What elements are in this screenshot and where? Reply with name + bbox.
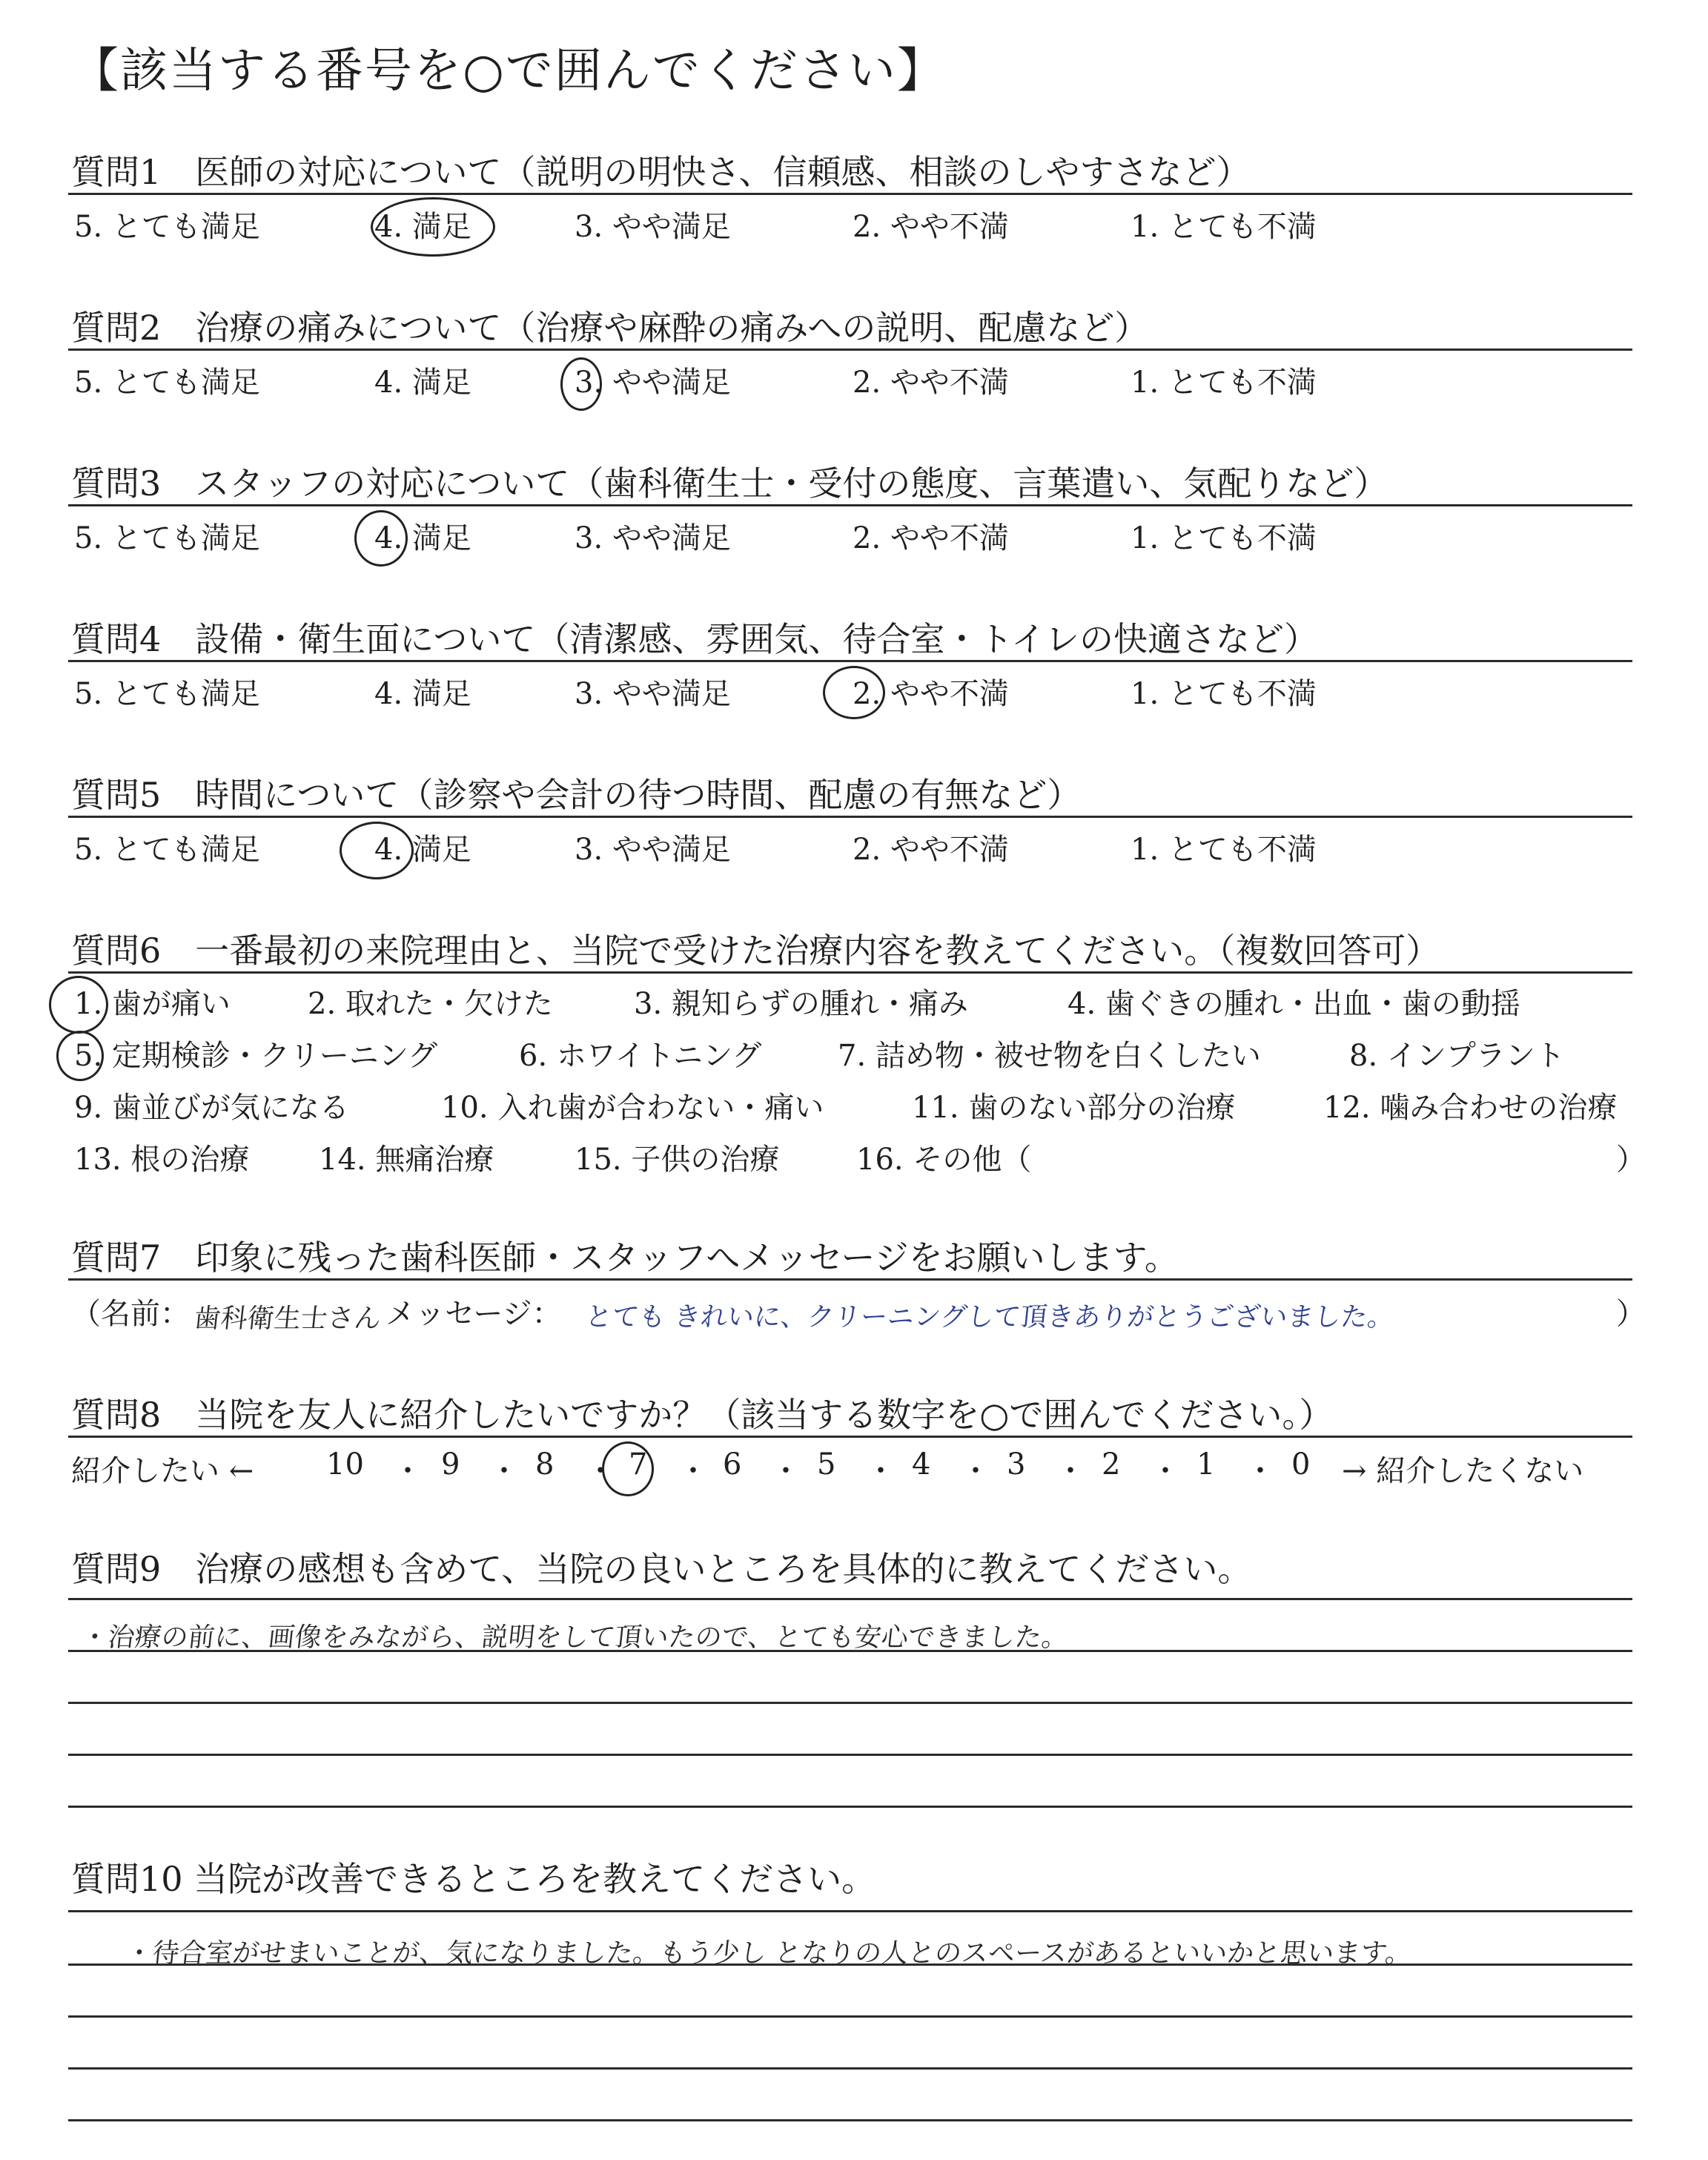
q5-option-1[interactable]: 1. とても不満 — [1131, 833, 1317, 867]
q6-option-4[interactable]: 4. 歯ぐきの腫れ・出血・歯の動揺 — [1068, 987, 1520, 1021]
q2-option-4[interactable]: 4. 満足 — [374, 366, 471, 400]
question-4-title: 質問4 設備・衛生面について（清潔感、雰囲気、待合室・トイレの快適さなど） — [71, 619, 1319, 659]
q6-option-9[interactable]: 9. 歯並びが気になる — [74, 1091, 349, 1125]
q6-other-close-paren: ） — [1616, 1143, 1646, 1177]
q6-option-13[interactable]: 13. 根の治療 — [74, 1143, 250, 1177]
q8-scale-4[interactable]: 4 — [912, 1447, 931, 1482]
q4-option-1[interactable]: 1. とても不満 — [1131, 677, 1317, 711]
q5-option-4[interactable]: 4. 満足 — [374, 833, 471, 867]
q2-option-2[interactable]: 2. やや不満 — [853, 366, 1009, 400]
answer-line — [68, 2119, 1632, 2121]
q2-selection-circle — [560, 357, 602, 411]
question-6-title: 質問6 一番最初の来院理由と、当院で受けた治療内容を教えてください。（複数回答可） — [71, 931, 1440, 971]
q8-separator: ・ — [1245, 1454, 1275, 1488]
q9-answer-handwritten[interactable]: ・治療の前に、画像をみながら、説明をして頂いたので、とても安心できました。 — [79, 1622, 1070, 1653]
q8-separator: ・ — [678, 1454, 708, 1488]
q7-message-label: メッセージ： — [385, 1297, 562, 1331]
q8-scale-10[interactable]: 10 — [326, 1447, 364, 1482]
q6-option-14[interactable]: 14. 無痛治療 — [319, 1143, 494, 1177]
question-9-title: 質問9 治療の感想も含めて、当院の良いところを具体的に教えてください。 — [71, 1549, 1252, 1589]
q8-left-label: 紹介したい ← — [71, 1454, 254, 1488]
answer-line — [68, 1754, 1632, 1756]
q3-option-4[interactable]: 4. 満足 — [374, 521, 471, 555]
question-3-title: 質問3 スタッフの対応について（歯科衛生士・受付の態度、言葉遣い、気配りなど） — [71, 463, 1388, 503]
divider — [68, 1278, 1632, 1281]
divider — [68, 504, 1632, 506]
answer-line — [68, 2015, 1632, 2018]
q6-option-6[interactable]: 6. ホワイトニング — [519, 1039, 762, 1073]
question-8-title: 質問8 当院を友人に紹介したいですか？（該当する数字を○で囲んでください。） — [71, 1395, 1334, 1435]
q4-option-3[interactable]: 3. やや満足 — [575, 677, 731, 711]
q6-selection-circle-1 — [49, 976, 108, 1034]
q4-option-5[interactable]: 5. とても満足 — [74, 677, 260, 711]
answer-line — [68, 1598, 1632, 1600]
divider — [68, 193, 1632, 195]
q8-separator: ・ — [866, 1454, 896, 1488]
q1-option-2[interactable]: 2. やや不満 — [853, 210, 1009, 244]
q6-option-16[interactable]: 16. その他（ — [856, 1143, 1032, 1177]
q1-option-1[interactable]: 1. とても不満 — [1131, 210, 1317, 244]
divider — [68, 349, 1632, 351]
form-header: 【該当する番号を○で囲んでください】 — [71, 44, 946, 99]
question-7-title: 質問7 印象に残った歯科医師・スタッフへメッセージをお願いします。 — [71, 1238, 1179, 1278]
q3-option-1[interactable]: 1. とても不満 — [1131, 521, 1317, 555]
q8-scale-0[interactable]: 0 — [1291, 1447, 1311, 1482]
q4-selection-circle — [823, 666, 885, 719]
q8-separator: ・ — [489, 1454, 519, 1488]
q8-selection-circle — [602, 1441, 654, 1496]
answer-line — [68, 1650, 1632, 1652]
q5-selection-circle — [340, 822, 414, 879]
q3-selection-circle — [354, 510, 408, 567]
divider — [68, 816, 1632, 818]
q8-separator: ・ — [961, 1454, 990, 1488]
q6-option-3[interactable]: 3. 親知らずの腫れ・痛み — [634, 987, 968, 1021]
q6-option-10[interactable]: 10. 入れ歯が合わない・痛い — [441, 1091, 824, 1125]
q2-option-5[interactable]: 5. とても満足 — [74, 366, 260, 400]
q5-option-5[interactable]: 5. とても満足 — [74, 833, 260, 867]
q8-scale-5[interactable]: 5 — [817, 1447, 836, 1482]
answer-line — [68, 1806, 1632, 1808]
q8-separator: ・ — [586, 1454, 615, 1488]
q7-name-handwritten[interactable]: 歯科衛生士さん — [192, 1304, 383, 1334]
q3-option-3[interactable]: 3. やや満足 — [575, 521, 731, 555]
q7-message-handwritten[interactable]: とても きれいに、クリーニングして頂きありがとうございました。 — [583, 1302, 1396, 1332]
q6-option-1[interactable]: 1. 歯が痛い — [74, 987, 231, 1021]
q6-option-8[interactable]: 8. インプラント — [1349, 1039, 1565, 1073]
q2-option-3[interactable]: 3. やや満足 — [575, 366, 731, 400]
q7-name-label: （名前： — [71, 1297, 190, 1331]
q8-separator: ・ — [393, 1454, 423, 1488]
q6-option-12[interactable]: 12. 噛み合わせの治療 — [1323, 1091, 1618, 1125]
q1-option-4[interactable]: 4. 満足 — [374, 210, 471, 244]
question-1-title: 質問1 医師の対応について（説明の明快さ、信頼感、相談のしやすさなど） — [71, 152, 1251, 192]
question-10-title: 質問10 当院が改善できるところを教えてください。 — [71, 1859, 876, 1899]
q8-separator: ・ — [1151, 1454, 1180, 1488]
q8-scale-7[interactable]: 7 — [629, 1447, 648, 1482]
q6-option-5[interactable]: 5. 定期検診・クリーニング — [74, 1039, 438, 1073]
q8-scale-8[interactable]: 8 — [535, 1447, 555, 1482]
q8-scale-1[interactable]: 1 — [1196, 1447, 1216, 1482]
q1-option-3[interactable]: 3. やや満足 — [575, 210, 731, 244]
answer-line — [68, 1964, 1632, 1966]
answer-line — [68, 1910, 1632, 1912]
q7-close-paren: ） — [1616, 1297, 1646, 1331]
q6-selection-circle-5 — [56, 1031, 104, 1081]
divider — [68, 1436, 1632, 1438]
q6-option-11[interactable]: 11. 歯のない部分の治療 — [912, 1091, 1236, 1125]
q3-option-2[interactable]: 2. やや不満 — [853, 521, 1009, 555]
q3-option-5[interactable]: 5. とても満足 — [74, 521, 260, 555]
q4-option-2[interactable]: 2. やや不満 — [853, 677, 1009, 711]
q8-scale-2[interactable]: 2 — [1102, 1447, 1121, 1482]
q8-scale-6[interactable]: 6 — [723, 1447, 742, 1482]
answer-line — [68, 2067, 1632, 2070]
question-5-title: 質問5 時間について（診察や会計の待つ時間、配慮の有無など） — [71, 775, 1082, 815]
q8-scale-3[interactable]: 3 — [1007, 1447, 1026, 1482]
divider — [68, 971, 1632, 974]
q6-option-15[interactable]: 15. 子供の治療 — [575, 1143, 780, 1177]
q10-answer-handwritten[interactable]: ・待合室がせまいことが、気になりました。もう少し となりの人とのスペースがあるといいかと思います。 — [124, 1938, 1414, 1969]
q6-option-7[interactable]: 7. 詰め物・被せ物を白くしたい — [838, 1039, 1261, 1073]
q8-separator: ・ — [1056, 1454, 1085, 1488]
question-2-title: 質問2 治療の痛みについて（治療や麻酔の痛みへの説明、配慮など） — [71, 308, 1149, 348]
q6-option-2[interactable]: 2. 取れた・欠けた — [308, 987, 553, 1021]
q1-option-5[interactable]: 5. とても満足 — [74, 210, 260, 244]
divider — [68, 660, 1632, 662]
q4-option-4[interactable]: 4. 満足 — [374, 677, 471, 711]
q2-option-1[interactable]: 1. とても不満 — [1131, 366, 1317, 400]
q8-separator: ・ — [771, 1454, 801, 1488]
q1-selection-circle — [371, 197, 495, 257]
answer-line — [68, 1702, 1632, 1704]
q5-option-3[interactable]: 3. やや満足 — [575, 833, 731, 867]
q8-scale-9[interactable]: 9 — [441, 1447, 460, 1482]
q8-right-label: → 紹介したくない — [1342, 1454, 1584, 1488]
q5-option-2[interactable]: 2. やや不満 — [853, 833, 1009, 867]
